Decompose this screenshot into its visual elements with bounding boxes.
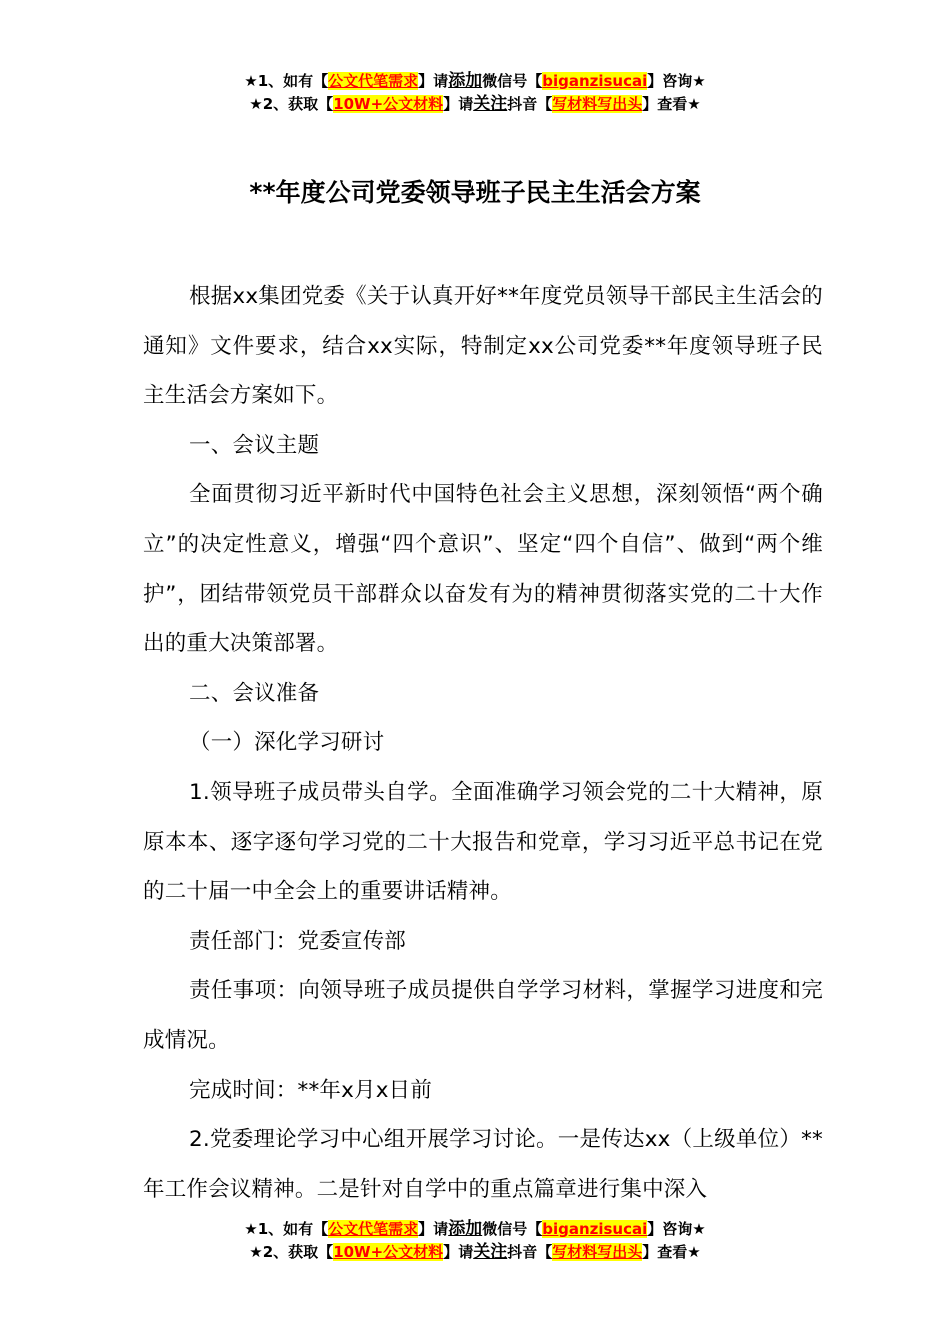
paragraph-intro: 根据xx集团党委《关于认真开好**年度党员领导干部民主生活会的通知》文件要求，结合xx实际，特制定xx公司党委**年度领导班子民主生活会方案如下。 <box>143 284 823 409</box>
promo-text: 】请 <box>418 72 449 90</box>
promo-text: 抖音【 <box>507 1243 553 1261</box>
promo-wechat-id: biganzisucai <box>542 72 648 90</box>
promo-text: 】请 <box>443 95 474 113</box>
subsection-heading: （一）深化学习研讨 <box>189 730 385 756</box>
promo-emphasis: 添加 <box>448 1219 483 1239</box>
promo-text: ★1、如有【 <box>244 72 329 90</box>
promo-text: 】查看★ <box>642 1243 701 1261</box>
promo-emphasis: 添加 <box>448 71 483 91</box>
promo-highlight: 公文代笔需求 <box>328 1220 419 1238</box>
promo-douyin-account: 写材料写出头 <box>552 95 643 113</box>
promo-text: ★2、获取【 <box>249 1243 334 1261</box>
promo-line-2 <box>0 93 950 116</box>
promo-highlight: 10W+公文材料 <box>333 95 444 113</box>
promo-line-2 <box>0 1241 950 1264</box>
promo-text: 微信号【 <box>482 72 543 90</box>
promo-banner-top <box>0 70 950 116</box>
section-heading: 一、会议主题 <box>189 432 320 458</box>
promo-douyin-account: 写材料写出头 <box>552 1243 643 1261</box>
paragraph: 责任部门：党委宣传部 <box>189 928 407 954</box>
document-body <box>143 272 823 1214</box>
paragraph: 责任事项：向领导班子成员提供自学学习材料，掌握学习进度和完成情况。 <box>143 978 823 1053</box>
promo-banner-bottom <box>0 1218 950 1264</box>
paragraph: 2.党委理论学习中心组开展学习讨论。一是传达xx（上级单位）**年工作会议精神。二是针对自学中的重点篇章进行集中深入 <box>143 1127 823 1202</box>
paragraph: 全面贯彻习近平新时代中国特色社会主义思想，深刻领悟“两个确立”的决定性意义，增强“四个意识”、坚定“四个自信”、做到“两个维护”，团结带领党员干部群众以奋发有为的精神贯彻落实党的二十大作出的重大决策部署。 <box>143 482 823 657</box>
promo-highlight: 公文代笔需求 <box>328 72 419 90</box>
paragraph: 1.领导班子成员带头自学。全面准确学习领会党的二十大精神，原原本本、逐字逐句学习党的二十大报告和党章，学习习近平总书记在党的二十届一中全会上的重要讲话精神。 <box>143 779 823 905</box>
document-title: **年度公司党委领导班子民主生活会方案 <box>249 178 701 207</box>
promo-text: ★2、获取【 <box>249 95 334 113</box>
section-heading: 二、会议准备 <box>189 680 320 706</box>
promo-text: 】咨询★ <box>647 72 706 90</box>
paragraph: 完成时间：**年x月x日前 <box>189 1077 433 1103</box>
promo-text: 】请 <box>418 1220 449 1238</box>
promo-text: 】查看★ <box>642 95 701 113</box>
promo-highlight: 10W+公文材料 <box>333 1243 444 1261</box>
promo-wechat-id: biganzisucai <box>542 1220 648 1238</box>
promo-text: ★1、如有【 <box>244 1220 329 1238</box>
promo-text: 】咨询★ <box>647 1220 706 1238</box>
promo-text: 】请 <box>443 1243 474 1261</box>
promo-emphasis: 关注 <box>473 1242 508 1262</box>
promo-text: 微信号【 <box>482 1220 543 1238</box>
promo-text: 抖音【 <box>507 95 553 113</box>
promo-line-1 <box>0 1218 950 1241</box>
promo-emphasis: 关注 <box>473 94 508 114</box>
promo-line-1 <box>0 70 950 93</box>
